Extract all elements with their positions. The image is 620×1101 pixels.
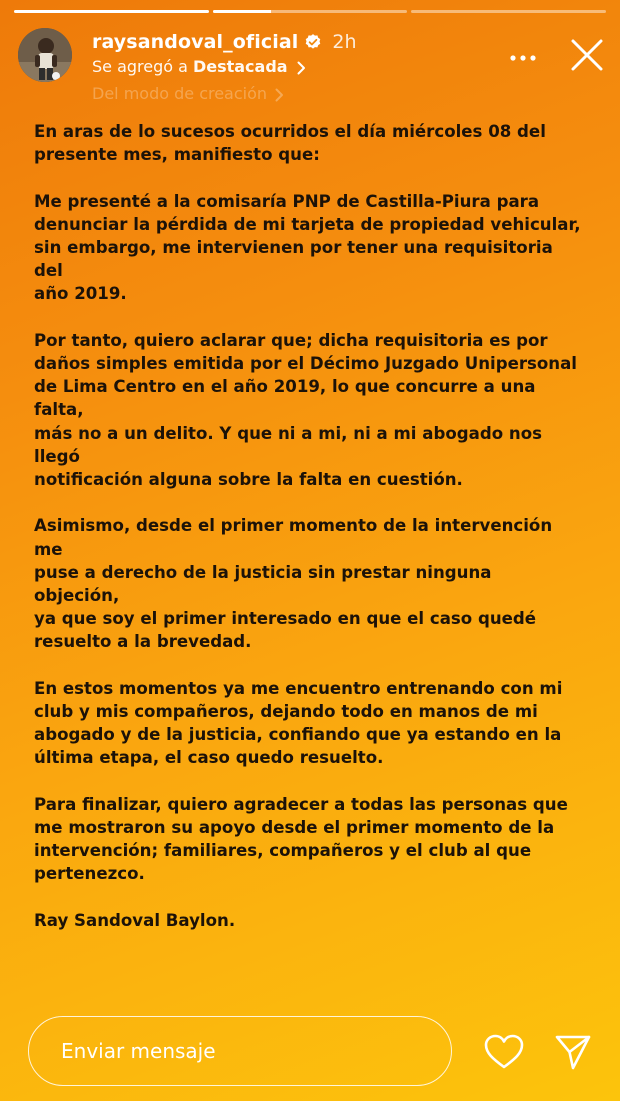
statement-signature: Ray Sandoval Baylon. (34, 910, 236, 930)
highlight-name[interactable]: Destacada (192, 57, 288, 76)
statement-paragraph: Para finalizar, quiero agradecer a todas las personas que me mostraron su apoyo desde el primer momento de la intervención; familiares, compañeros y el club al que pertenezco. (34, 794, 568, 884)
statement-paragraph: En aras de lo sucesos ocurridos el día miércoles 08 del presente mes, manifiesto que: (34, 122, 546, 165)
statement-paragraph: Por tanto, quiero aclarar que; dicha requisitoria es por daños simples emitida por el Décimo Juzgado Unipersonal de Lima Centro en el año 2019, lo que concurre a una falta, más no a un delito. Y que ni a mi, ni a mi abogado nos llegó notificación alguna sobre la falta en cuestión. (34, 330, 577, 490)
story-progress-bar (14, 10, 606, 13)
statement-paragraph: En estos momentos ya me encuentro entrenando con mi club y mis compañeros, dejando todo en manos de mi abogado y de la justicia, confiando que ya estando en la última etapa, el caso quedo resuelto. (34, 678, 563, 768)
highlight-info[interactable] (92, 57, 306, 76)
send-message-input[interactable] (28, 1016, 452, 1086)
progress-segment (14, 10, 209, 13)
statement-paragraph: Me presenté a la comisaría PNP de Castilla-Piura para denunciar la pérdida de mi tarjeta de propiedad vehicular, sin embargo, me intervienen por tener una requisitoria del año 2019. (34, 191, 581, 304)
progress-segment (411, 10, 606, 13)
post-time: 2h (332, 31, 357, 53)
chevron-right-icon (297, 60, 306, 74)
username[interactable]: raysandoval_oficial (92, 31, 299, 53)
send-message-placeholder: Enviar mensaje (61, 1039, 216, 1063)
avatar-image (18, 28, 72, 82)
heart-icon[interactable] (484, 1034, 524, 1070)
verified-badge-icon (304, 33, 322, 51)
more-options-icon[interactable] (510, 46, 536, 52)
statement-text (34, 120, 582, 955)
added-to-label: Se agregó a (92, 57, 188, 76)
progress-fill (213, 10, 271, 13)
statement-paragraph: Asimismo, desde el primer momento de la intervención me puse a derecho de la justicia sin prestar ninguna objeción, ya que soy el primer interesado en que el caso quedé resuelto a la brevedad. (34, 516, 553, 652)
creation-mode-label: Del modo de creación (92, 84, 268, 103)
close-icon[interactable] (570, 38, 604, 72)
progress-segment (213, 10, 408, 13)
user-line (92, 31, 357, 53)
creation-mode-info[interactable] (92, 84, 284, 103)
avatar[interactable] (18, 28, 72, 82)
send-icon[interactable] (554, 1033, 592, 1071)
progress-fill (14, 10, 209, 13)
chevron-right-icon (275, 87, 284, 101)
story-header (18, 28, 606, 103)
